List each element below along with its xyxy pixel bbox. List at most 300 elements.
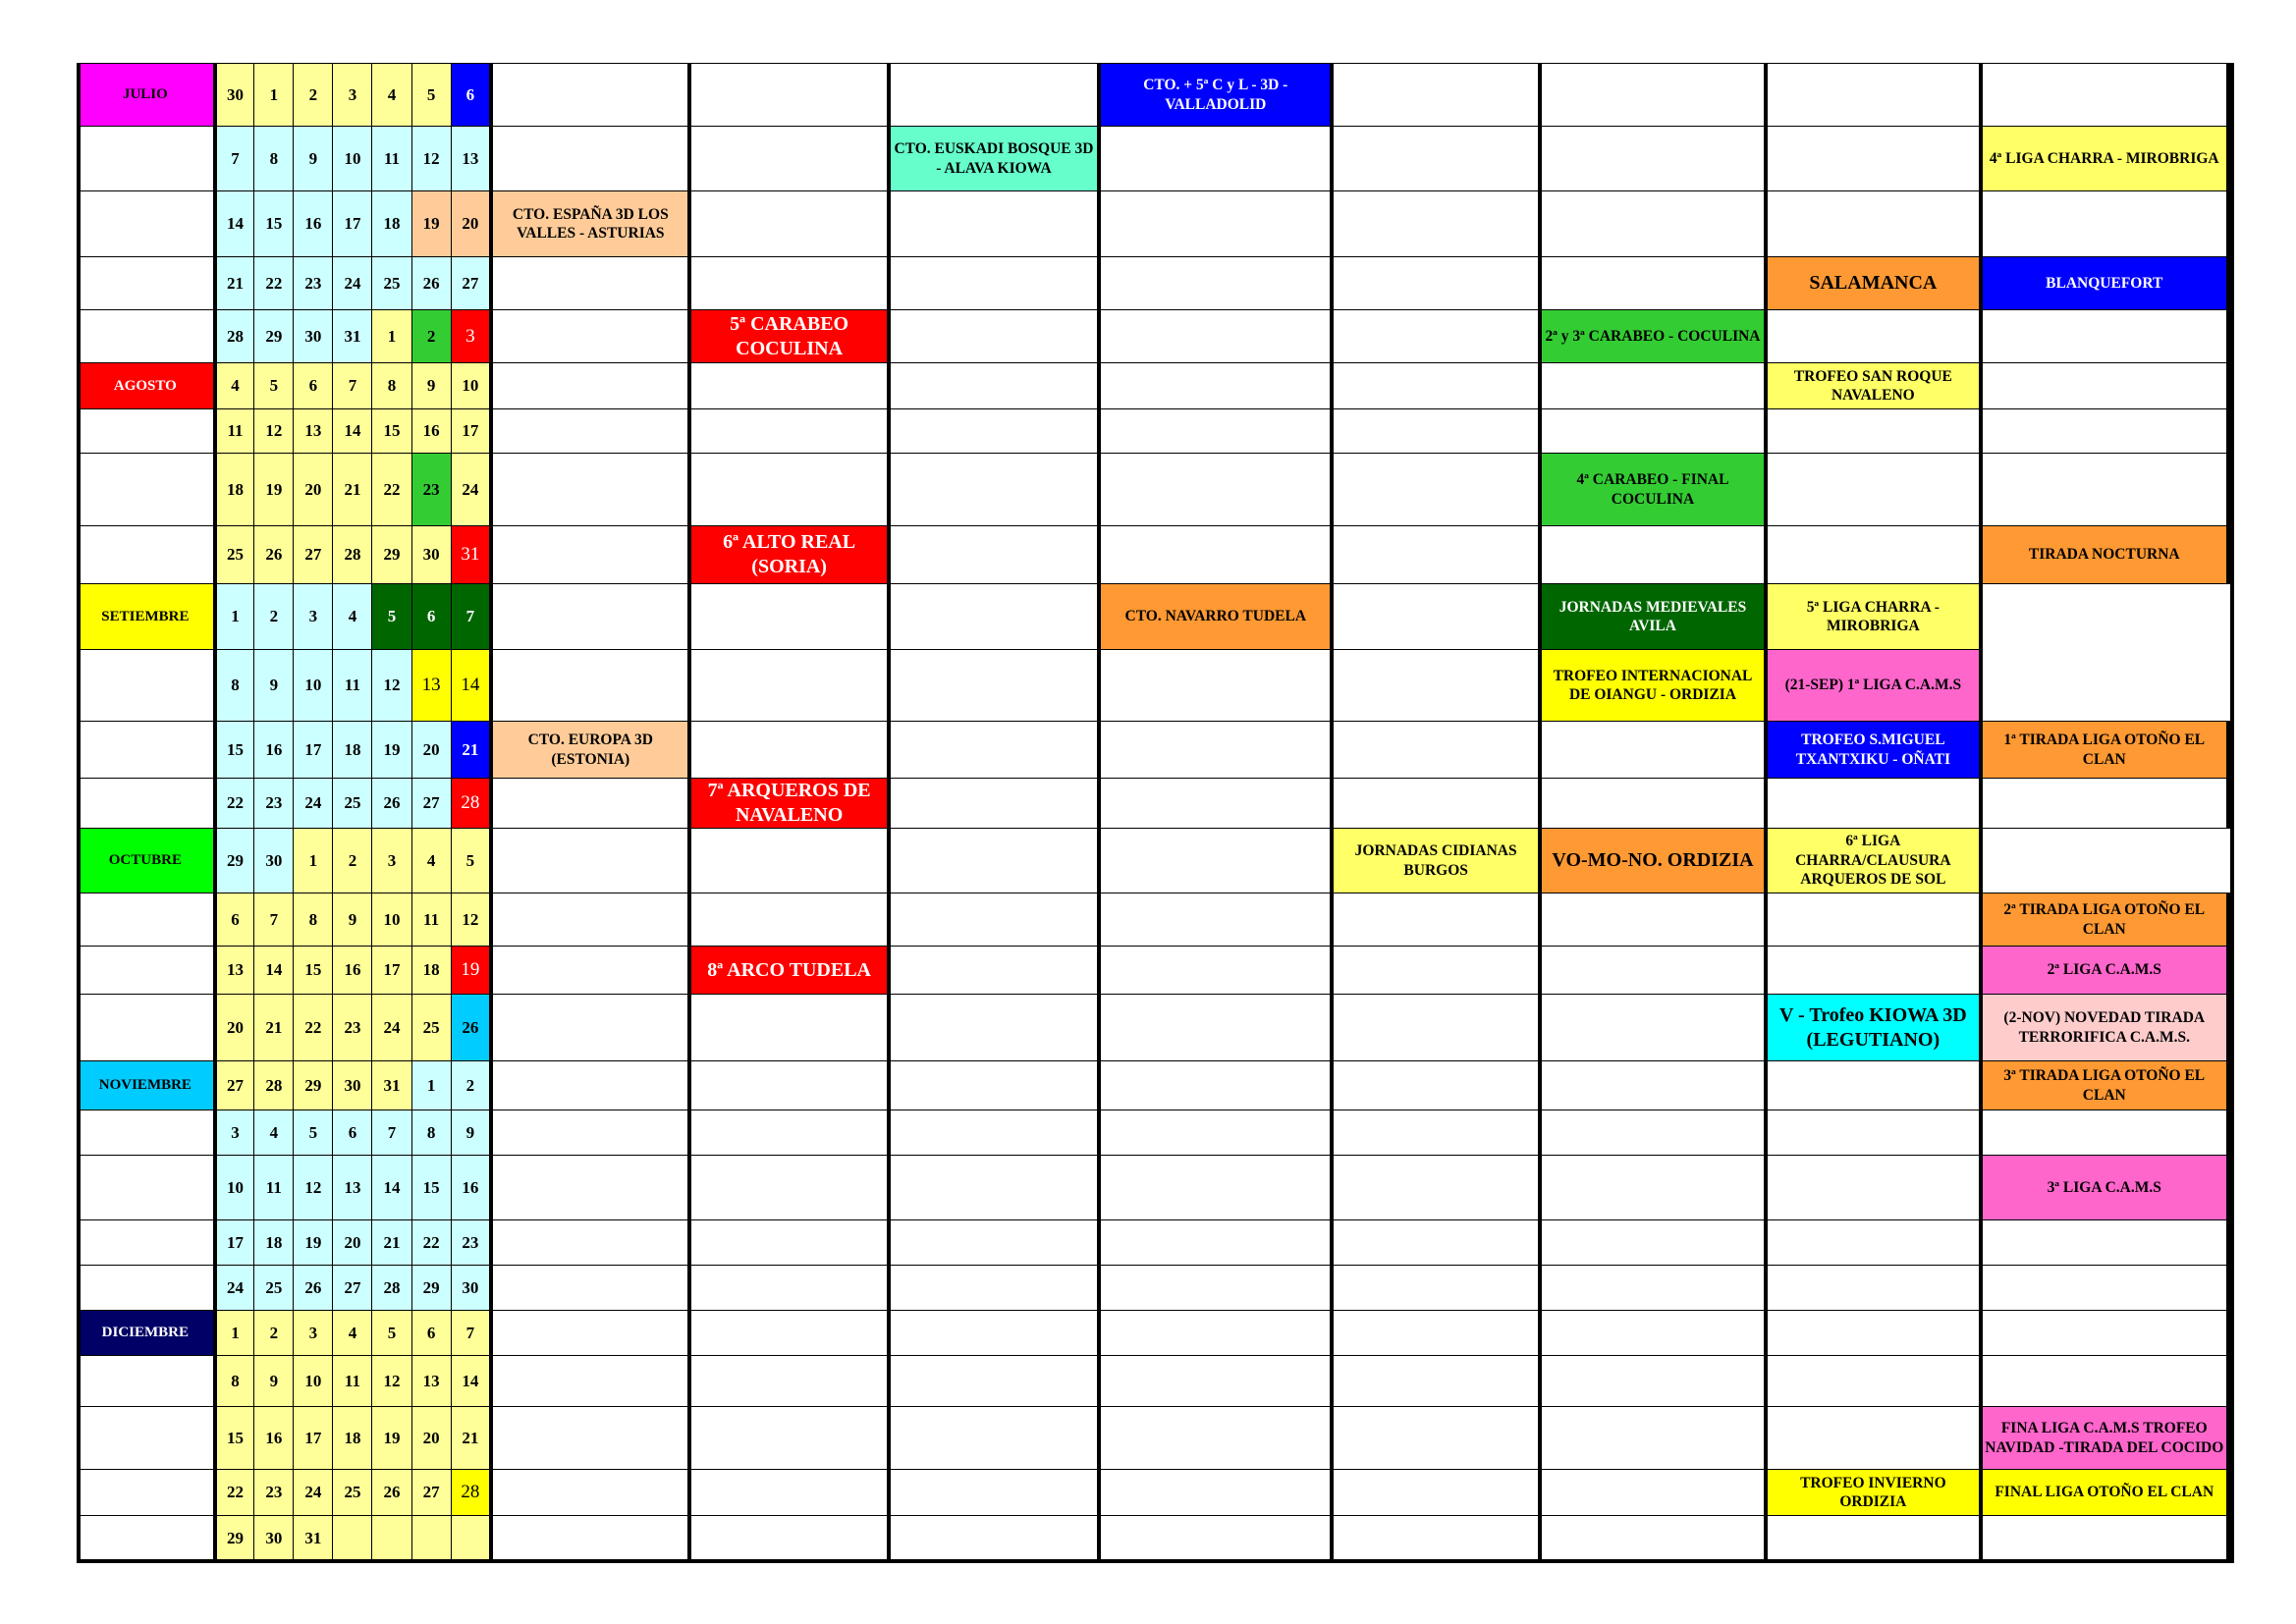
event-cell-empty [1540,722,1766,779]
event-cell-empty [689,454,888,526]
day-cell: 6 [411,584,451,650]
event-cell-empty [1332,650,1539,722]
event-cell-empty [491,257,689,310]
day-cell: 20 [215,995,254,1061]
event-cell-empty [491,1311,689,1356]
event-cell-empty [491,1266,689,1311]
day-cell: 20 [411,1407,451,1470]
event-cell-empty [491,1516,689,1561]
day-cell: 28 [372,1266,411,1311]
day-cell: 8 [215,1356,254,1407]
event-cell-empty [1981,310,2228,363]
event-cell-empty [1332,1470,1539,1516]
event-cell-empty [689,829,888,893]
day-cell: 21 [333,454,372,526]
week-row [78,1266,2229,1311]
day-cell: 22 [215,1470,254,1516]
month-cell-empty [78,526,215,584]
event-cell: CTO. ESPAÑA 3D LOS VALLES - ASTURIAS [491,191,689,257]
event-cell-empty [491,127,689,191]
day-cell: 13 [411,650,451,722]
month-label: JULIO [78,64,215,127]
day-cell: 21 [451,722,491,779]
event-cell: 8ª ARCO TUDELA [689,947,888,995]
day-cell: 6 [215,893,254,947]
day-cell: 22 [215,779,254,829]
day-cell: 20 [451,191,491,257]
day-cell: 17 [294,722,333,779]
day-cell: 11 [411,893,451,947]
event-cell-empty [1332,893,1539,947]
event-cell-empty [491,1470,689,1516]
event-cell: 1ª TIRADA LIGA OTOÑO EL CLAN [1981,722,2228,779]
day-cell: 14 [451,650,491,722]
day-cell: 1 [372,310,411,363]
event-cell: FINA LIGA C.A.M.S TROFEO NAVIDAD -TIRADA DEL COCIDO [1981,1407,2228,1470]
day-cell: 21 [254,995,294,1061]
event-cell: 5ª CARABEO COCULINA [689,310,888,363]
event-cell-empty [1099,1311,1332,1356]
day-cell: 14 [333,409,372,454]
day-cell: 26 [254,526,294,584]
event-cell-empty [1099,1407,1332,1470]
event-cell-empty [491,995,689,1061]
day-cell: 23 [333,995,372,1061]
event-cell-empty [1099,893,1332,947]
day-cell: 24 [215,1266,254,1311]
day-cell: 22 [411,1220,451,1266]
week-row [78,1061,2229,1110]
day-cell: 1 [254,64,294,127]
event-cell: 7ª ARQUEROS DE NAVALENO [689,779,888,829]
event-cell-empty [889,1516,1099,1561]
event-cell-empty [1099,1061,1332,1110]
event-cell-empty [1332,191,1539,257]
event-cell-empty [1981,64,2228,127]
event-cell-empty [889,310,1099,363]
day-cell: 15 [294,947,333,995]
event-cell-empty [1981,1311,2228,1356]
event-cell-empty [491,310,689,363]
event-cell-empty [1332,1110,1539,1156]
event-cell-empty [1766,1266,1980,1311]
event-cell-empty [491,779,689,829]
day-cell: 14 [372,1156,411,1220]
event-cell-empty [1099,526,1332,584]
event-cell: (21-SEP) 1ª LIGA C.A.M.S [1766,650,1980,722]
day-cell: 17 [294,1407,333,1470]
event-cell-empty [1540,363,1766,409]
event-cell-empty [1332,947,1539,995]
day-cell: 20 [294,454,333,526]
day-cell: 15 [254,191,294,257]
event-cell-empty [491,650,689,722]
day-cell: 25 [254,1266,294,1311]
day-cell: 30 [451,1266,491,1311]
event-cell-empty [1332,1407,1539,1470]
day-cell: 7 [333,363,372,409]
month-cell-empty [78,409,215,454]
day-cell: 27 [333,1266,372,1311]
event-cell: JORNADAS CIDIANAS BURGOS [1332,829,1539,893]
event-cell: 2ª LIGA C.A.M.S [1981,947,2228,995]
event-cell-empty [1766,779,1980,829]
event-cell: CTO. EUROPA 3D (ESTONIA) [491,722,689,779]
event-cell-empty [1540,127,1766,191]
week-row [78,1407,2229,1470]
day-cell: 7 [451,1311,491,1356]
event-cell: TROFEO S.MIGUEL TXANTXIKU - OÑATI [1766,722,1980,779]
day-cell: 25 [411,995,451,1061]
event-cell-empty [1981,409,2228,454]
event-cell-empty [889,1470,1099,1516]
day-cell: 3 [294,584,333,650]
event-cell-empty [689,1311,888,1356]
day-cell: 27 [411,1470,451,1516]
day-cell: 6 [451,64,491,127]
day-cell: 8 [411,1110,451,1156]
month-cell-empty [78,1220,215,1266]
day-cell: 9 [254,650,294,722]
month-cell-empty [78,722,215,779]
week-row [78,893,2229,947]
event-cell-empty [889,363,1099,409]
event-cell-empty [1332,779,1539,829]
event-cell-empty [889,1356,1099,1407]
event-cell-empty [1099,829,1332,893]
day-cell: 30 [215,64,254,127]
day-cell: 12 [372,650,411,722]
day-cell: 17 [372,947,411,995]
event-cell-empty [1766,409,1980,454]
event-cell: BLANQUEFORT [1981,257,2228,310]
event-cell-empty [889,1156,1099,1220]
event-cell-empty [1766,454,1980,526]
event-cell-empty [889,409,1099,454]
event-cell-empty [689,1266,888,1311]
event-cell-empty [889,1110,1099,1156]
day-cell: 21 [451,1407,491,1470]
event-cell: 3ª LIGA C.A.M.S [1981,1156,2228,1220]
week-row [78,1220,2229,1266]
day-cell: 1 [411,1061,451,1110]
event-cell: CTO. + 5ª C y L - 3D - VALLADOLID [1099,64,1332,127]
day-cell: 27 [215,1061,254,1110]
day-cell: 26 [411,257,451,310]
day-cell: 31 [372,1061,411,1110]
day-cell: 5 [411,64,451,127]
day-cell: 7 [451,584,491,650]
day-cell: 4 [215,363,254,409]
event-cell-empty [1766,191,1980,257]
event-cell-empty [889,1220,1099,1266]
day-cell: 2 [333,829,372,893]
day-cell: 3 [215,1110,254,1156]
event-cell: JORNADAS MEDIEVALES AVILA [1540,584,1766,650]
day-cell: 2 [294,64,333,127]
event-cell-empty [1332,257,1539,310]
day-cell: 27 [451,257,491,310]
day-cell: 15 [215,1407,254,1470]
day-cell: 4 [254,1110,294,1156]
event-cell-empty [1332,127,1539,191]
day-cell: 5 [294,1110,333,1156]
day-cell: 6 [333,1110,372,1156]
day-cell: 6 [294,363,333,409]
event-cell-empty [689,409,888,454]
event-cell-empty [689,1220,888,1266]
event-cell-empty [689,64,888,127]
day-cell: 18 [215,454,254,526]
day-cell: 23 [294,257,333,310]
day-cell: 8 [215,650,254,722]
event-cell-empty [491,454,689,526]
event-cell-empty [1540,1470,1766,1516]
day-cell: 24 [451,454,491,526]
day-cell: 24 [294,1470,333,1516]
event-cell-empty [1766,947,1980,995]
event-cell-empty [1766,1516,1980,1561]
week-row [78,829,2229,893]
week-row [78,191,2229,257]
day-cell: 25 [333,1470,372,1516]
event-cell-empty [689,1061,888,1110]
day-cell: 19 [451,947,491,995]
day-cell: 19 [254,454,294,526]
day-cell: 20 [333,1220,372,1266]
event-cell-empty [1540,1356,1766,1407]
month-label: OCTUBRE [78,829,215,893]
event-cell-empty [689,584,888,650]
event-cell-empty [491,584,689,650]
event-cell-empty [491,363,689,409]
calendar-table [77,63,2230,1561]
month-cell-empty [78,1407,215,1470]
event-cell-empty [1540,1407,1766,1470]
event-cell-empty [1540,947,1766,995]
event-cell-empty [1332,1061,1539,1110]
event-cell-empty [889,1061,1099,1110]
day-cell: 10 [372,893,411,947]
event-cell-empty [689,1110,888,1156]
event-cell-empty [1540,257,1766,310]
day-cell: 30 [294,310,333,363]
day-cell: 19 [411,191,451,257]
day-cell: 28 [451,1470,491,1516]
day-cell [451,1516,491,1561]
day-cell: 14 [215,191,254,257]
event-cell-empty [1981,1220,2228,1266]
day-cell: 9 [294,127,333,191]
event-cell-empty [1099,779,1332,829]
event-cell-empty [889,947,1099,995]
week-row [78,995,2229,1061]
day-cell: 6 [411,1311,451,1356]
event-cell-empty [689,1516,888,1561]
event-cell: 6ª ALTO REAL (SORIA) [689,526,888,584]
event-cell-empty [1540,526,1766,584]
event-cell-empty [889,1311,1099,1356]
week-row [78,779,2229,829]
event-cell-empty [1332,1266,1539,1311]
event-cell-empty [889,650,1099,722]
event-cell-empty [1099,191,1332,257]
event-cell: 5ª LIGA CHARRA - MIROBRIGA [1766,584,1980,650]
day-cell: 23 [411,454,451,526]
event-cell-empty [1332,1156,1539,1220]
day-cell: 4 [333,1311,372,1356]
event-cell-empty [491,893,689,947]
event-cell-empty [889,454,1099,526]
event-cell-empty [689,995,888,1061]
day-cell: 18 [254,1220,294,1266]
day-cell: 5 [372,1311,411,1356]
event-cell-empty [1766,1407,1980,1470]
day-cell: 16 [451,1156,491,1220]
day-cell: 26 [372,779,411,829]
event-cell: 2ª TIRADA LIGA OTOÑO EL CLAN [1981,893,2228,947]
event-cell: TROFEO INVIERNO ORDIZIA [1766,1470,1980,1516]
event-cell-empty [1099,310,1332,363]
event-cell-empty [1099,1266,1332,1311]
month-cell-empty [78,127,215,191]
week-row [78,947,2229,995]
event-cell-empty [1332,409,1539,454]
day-cell: 11 [372,127,411,191]
day-cell: 29 [372,526,411,584]
event-cell-empty [1981,1516,2228,1561]
event-cell-empty [1766,893,1980,947]
event-cell-empty [1332,526,1539,584]
event-cell-empty [1540,1110,1766,1156]
event-cell-empty [1981,454,2228,526]
day-cell: 27 [411,779,451,829]
day-cell: 13 [215,947,254,995]
event-cell-empty [491,1220,689,1266]
month-cell-empty [78,1516,215,1561]
event-cell-empty [889,779,1099,829]
day-cell: 1 [294,829,333,893]
event-cell-empty [1332,454,1539,526]
event-cell-empty [1766,526,1980,584]
month-label: AGOSTO [78,363,215,409]
week-row [78,526,2229,584]
event-cell-empty [1099,650,1332,722]
day-cell: 3 [294,1311,333,1356]
week-row [78,310,2229,363]
event-cell-empty [491,64,689,127]
event-cell-empty [889,64,1099,127]
event-cell-empty [1540,409,1766,454]
day-cell: 10 [451,363,491,409]
day-cell: 16 [411,409,451,454]
week-row [78,1356,2229,1407]
event-cell-empty [491,526,689,584]
event-cell-empty [1981,191,2228,257]
week-row [78,1311,2229,1356]
event-cell-empty [491,947,689,995]
month-cell-empty [78,650,215,722]
day-cell: 4 [333,584,372,650]
event-cell-empty [889,995,1099,1061]
month-label: NOVIEMBRE [78,1061,215,1110]
event-cell-empty [689,127,888,191]
event-cell-empty [1099,1356,1332,1407]
event-cell-empty [889,526,1099,584]
day-cell: 7 [254,893,294,947]
event-cell-empty [1540,1311,1766,1356]
day-cell: 18 [372,191,411,257]
event-cell-empty [1099,1470,1332,1516]
day-cell: 7 [372,1110,411,1156]
event-cell-empty [1766,1311,1980,1356]
day-cell: 24 [294,779,333,829]
event-cell-empty [1766,1220,1980,1266]
event-cell: 3ª TIRADA LIGA OTOÑO EL CLAN [1981,1061,2228,1110]
event-cell-empty [1540,1266,1766,1311]
day-cell: 10 [333,127,372,191]
day-cell: 15 [411,1156,451,1220]
event-cell-empty [1766,1061,1980,1110]
event-cell-empty [689,363,888,409]
event-cell-empty [1099,1220,1332,1266]
week-row [78,409,2229,454]
event-cell-empty [1332,310,1539,363]
day-cell: 12 [254,409,294,454]
day-cell: 31 [294,1516,333,1561]
day-cell: 2 [451,1061,491,1110]
event-cell-empty [1099,1156,1332,1220]
day-cell: 12 [294,1156,333,1220]
month-cell-empty [78,454,215,526]
day-cell: 30 [411,526,451,584]
day-cell: 29 [411,1266,451,1311]
event-cell-empty [689,1156,888,1220]
event-cell-empty [1332,1356,1539,1407]
day-cell: 21 [372,1220,411,1266]
day-cell: 16 [254,722,294,779]
day-cell: 18 [333,722,372,779]
event-cell-empty [689,191,888,257]
event-cell-empty [491,1356,689,1407]
day-cell: 10 [294,650,333,722]
event-cell-empty [1332,363,1539,409]
day-cell: 24 [372,995,411,1061]
week-row [78,1156,2229,1220]
event-cell: VO-MO-NO. ORDIZIA [1540,829,1766,893]
day-cell: 25 [215,526,254,584]
event-cell-empty [1099,1110,1332,1156]
event-cell-empty [1766,127,1980,191]
day-cell: 8 [372,363,411,409]
event-cell-empty [1766,1110,1980,1156]
event-cell-empty [689,257,888,310]
day-cell: 3 [451,310,491,363]
event-cell-empty [1099,409,1332,454]
day-cell: 5 [451,829,491,893]
week-row [78,1516,2229,1561]
event-cell: 4ª CARABEO - FINAL COCULINA [1540,454,1766,526]
week-row [78,257,2229,310]
event-cell-empty [1332,1220,1539,1266]
event-cell-empty [889,893,1099,947]
event-cell: 6ª LIGA CHARRA/CLAUSURA ARQUEROS DE SOL [1766,829,1980,893]
event-cell-empty [689,1356,888,1407]
event-cell-empty [491,1110,689,1156]
day-cell: 16 [294,191,333,257]
day-cell: 17 [451,409,491,454]
day-cell: 14 [254,947,294,995]
